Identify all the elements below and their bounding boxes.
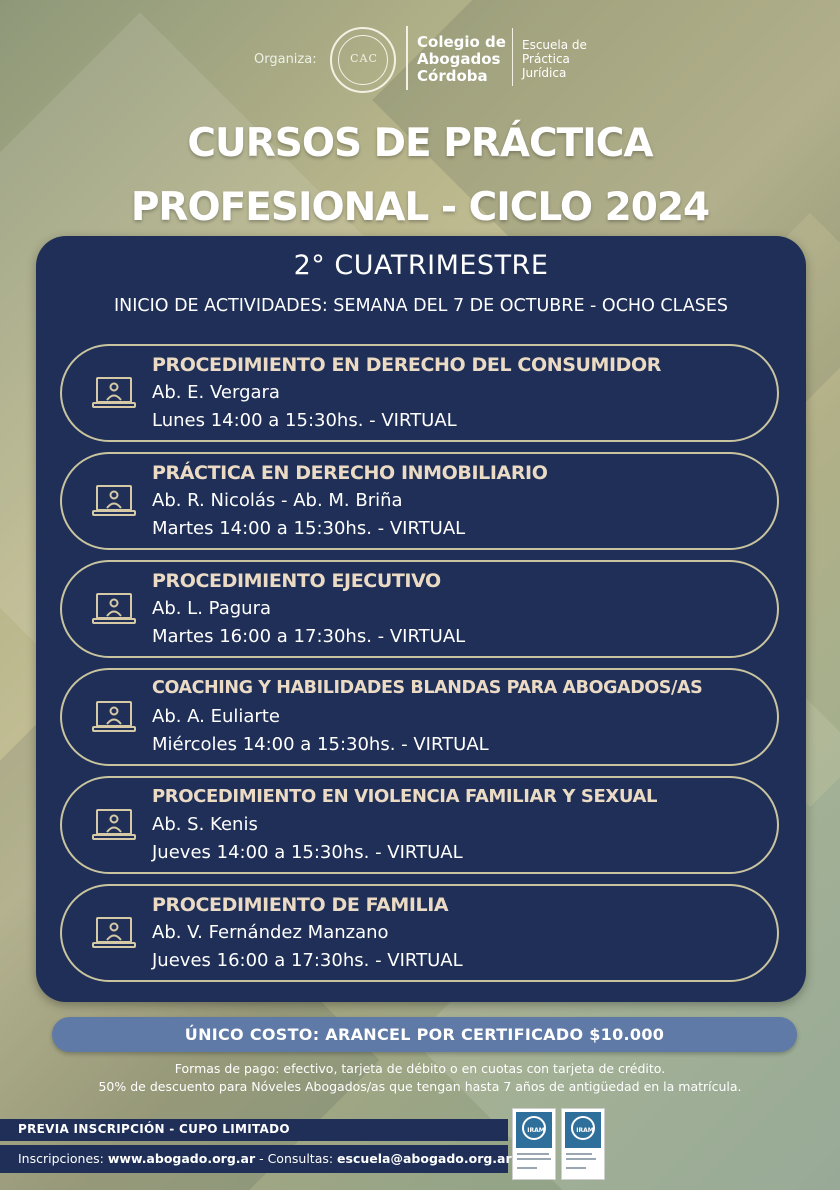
laptop-user-icon [92, 916, 136, 950]
iram-logo-icon [571, 1116, 595, 1140]
cert-text-line [517, 1153, 549, 1155]
registration-bar [0, 1119, 508, 1141]
iram-logo-text: IRAM [527, 1127, 545, 1134]
laptop-user-icon [92, 376, 136, 410]
iram-certification-badge [512, 1108, 556, 1180]
cert-text-line [517, 1158, 551, 1160]
iram-logo-icon [522, 1116, 546, 1140]
course-teacher: Ab. S. Kenis [152, 814, 258, 835]
payment-info [0, 1060, 840, 1096]
inicio-actividades: INICIO DE ACTIVIDADES: SEMANA DEL 7 DE OCTUBRE - OCHO CLASES [113, 296, 729, 316]
course-title: PRÁCTICA EN DERECHO INMOBILIARIO [152, 462, 548, 484]
contact-bar [0, 1145, 512, 1173]
cuatrimestre-heading: 2° CUATRIMESTRE [293, 250, 549, 281]
laptop-user-icon [92, 808, 136, 842]
seal-inner-ring [338, 35, 388, 85]
course-schedule: Jueves 16:00 a 17:30hs. - VIRTUAL [152, 950, 463, 971]
course-teacher: Ab. V. Fernández Manzano [152, 922, 389, 943]
colegio-name [417, 34, 517, 85]
email-link[interactable]: escuela@abogado.org.ar [337, 1151, 512, 1166]
course-title: PROCEDIMIENTO EN DERECHO DEL CONSUMIDOR [152, 354, 662, 376]
previa-inscripcion: PREVIA INSCRIPCIÓN - CUPO LIMITADO [18, 1122, 290, 1136]
iram-logo-text: IRAM [576, 1127, 594, 1134]
escuela-line: Escuela de [522, 38, 587, 52]
colegio-line: Abogados [417, 50, 501, 68]
cert-text-line [566, 1153, 592, 1155]
course-title: PROCEDIMIENTO EN VIOLENCIA FAMILIAR Y SEXUAL [152, 786, 658, 807]
iram-certification-badge [561, 1108, 605, 1180]
payment-line: Formas de pago: efectivo, tarjeta de débito o en cuotas con tarjeta de crédito. [174, 1061, 666, 1076]
course-card [60, 344, 779, 442]
inscripciones-label: Inscripciones: [18, 1151, 108, 1166]
course-card [60, 884, 779, 982]
cert-badge-top [565, 1112, 601, 1148]
seal-monogram: CAC [350, 52, 378, 65]
course-teacher: Ab. A. Euliarte [152, 706, 280, 727]
course-card [60, 776, 779, 874]
cert-text-line [566, 1158, 596, 1160]
header-divider [406, 26, 408, 90]
course-schedule: Miércoles 14:00 a 15:30hs. - VIRTUAL [152, 734, 489, 755]
cert-text-line [517, 1167, 537, 1169]
course-card [60, 452, 779, 550]
header-divider [512, 28, 513, 86]
escuela-line: Práctica [522, 52, 570, 66]
organiza-label: Organiza: [254, 52, 317, 67]
escuela-name [522, 38, 612, 80]
colegio-line: Colegio de [417, 33, 506, 51]
course-title: PROCEDIMIENTO DE FAMILIA [152, 894, 449, 916]
course-schedule: Lunes 14:00 a 15:30hs. - VIRTUAL [152, 410, 457, 431]
page-title [0, 112, 840, 240]
laptop-user-icon [92, 484, 136, 518]
course-card [60, 668, 779, 766]
course-card [60, 560, 779, 658]
title-line: PROFESIONAL - CICLO 2024 [130, 185, 710, 230]
payment-line: 50% de descuento para Nóveles Abogados/as que tengan hasta 7 años de antigüedad en la matrícula. [98, 1079, 742, 1094]
course-teacher: Ab. R. Nicolás - Ab. M. Briña [152, 490, 403, 511]
laptop-user-icon [92, 592, 136, 626]
course-teacher: Ab. E. Vergara [152, 382, 280, 403]
cert-badge-top [516, 1112, 552, 1148]
contact-line [18, 1151, 512, 1166]
title-line: CURSOS DE PRÁCTICA [187, 121, 653, 166]
colegio-line: Córdoba [417, 67, 488, 85]
cost-banner: ÚNICO COSTO: ARANCEL POR CERTIFICADO $10.000 [52, 1017, 797, 1052]
course-teacher: Ab. L. Pagura [152, 598, 271, 619]
course-schedule: Martes 16:00 a 17:30hs. - VIRTUAL [152, 626, 466, 647]
consultas-label: - Consultas: [255, 1151, 338, 1166]
laptop-user-icon [92, 700, 136, 734]
colegio-seal-logo [330, 27, 396, 93]
course-title: PROCEDIMIENTO EJECUTIVO [152, 570, 441, 592]
course-title: COACHING Y HABILIDADES BLANDAS PARA ABOGADOS/AS [152, 678, 703, 698]
escuela-line: Jurídica [522, 66, 567, 80]
website-link[interactable]: www.abogado.org.ar [107, 1151, 256, 1166]
cert-text-line [566, 1167, 586, 1169]
course-schedule: Jueves 14:00 a 15:30hs. - VIRTUAL [152, 842, 463, 863]
course-schedule: Martes 14:00 a 15:30hs. - VIRTUAL [152, 518, 466, 539]
organizer-header [0, 22, 840, 100]
courses-panel [36, 236, 806, 1002]
